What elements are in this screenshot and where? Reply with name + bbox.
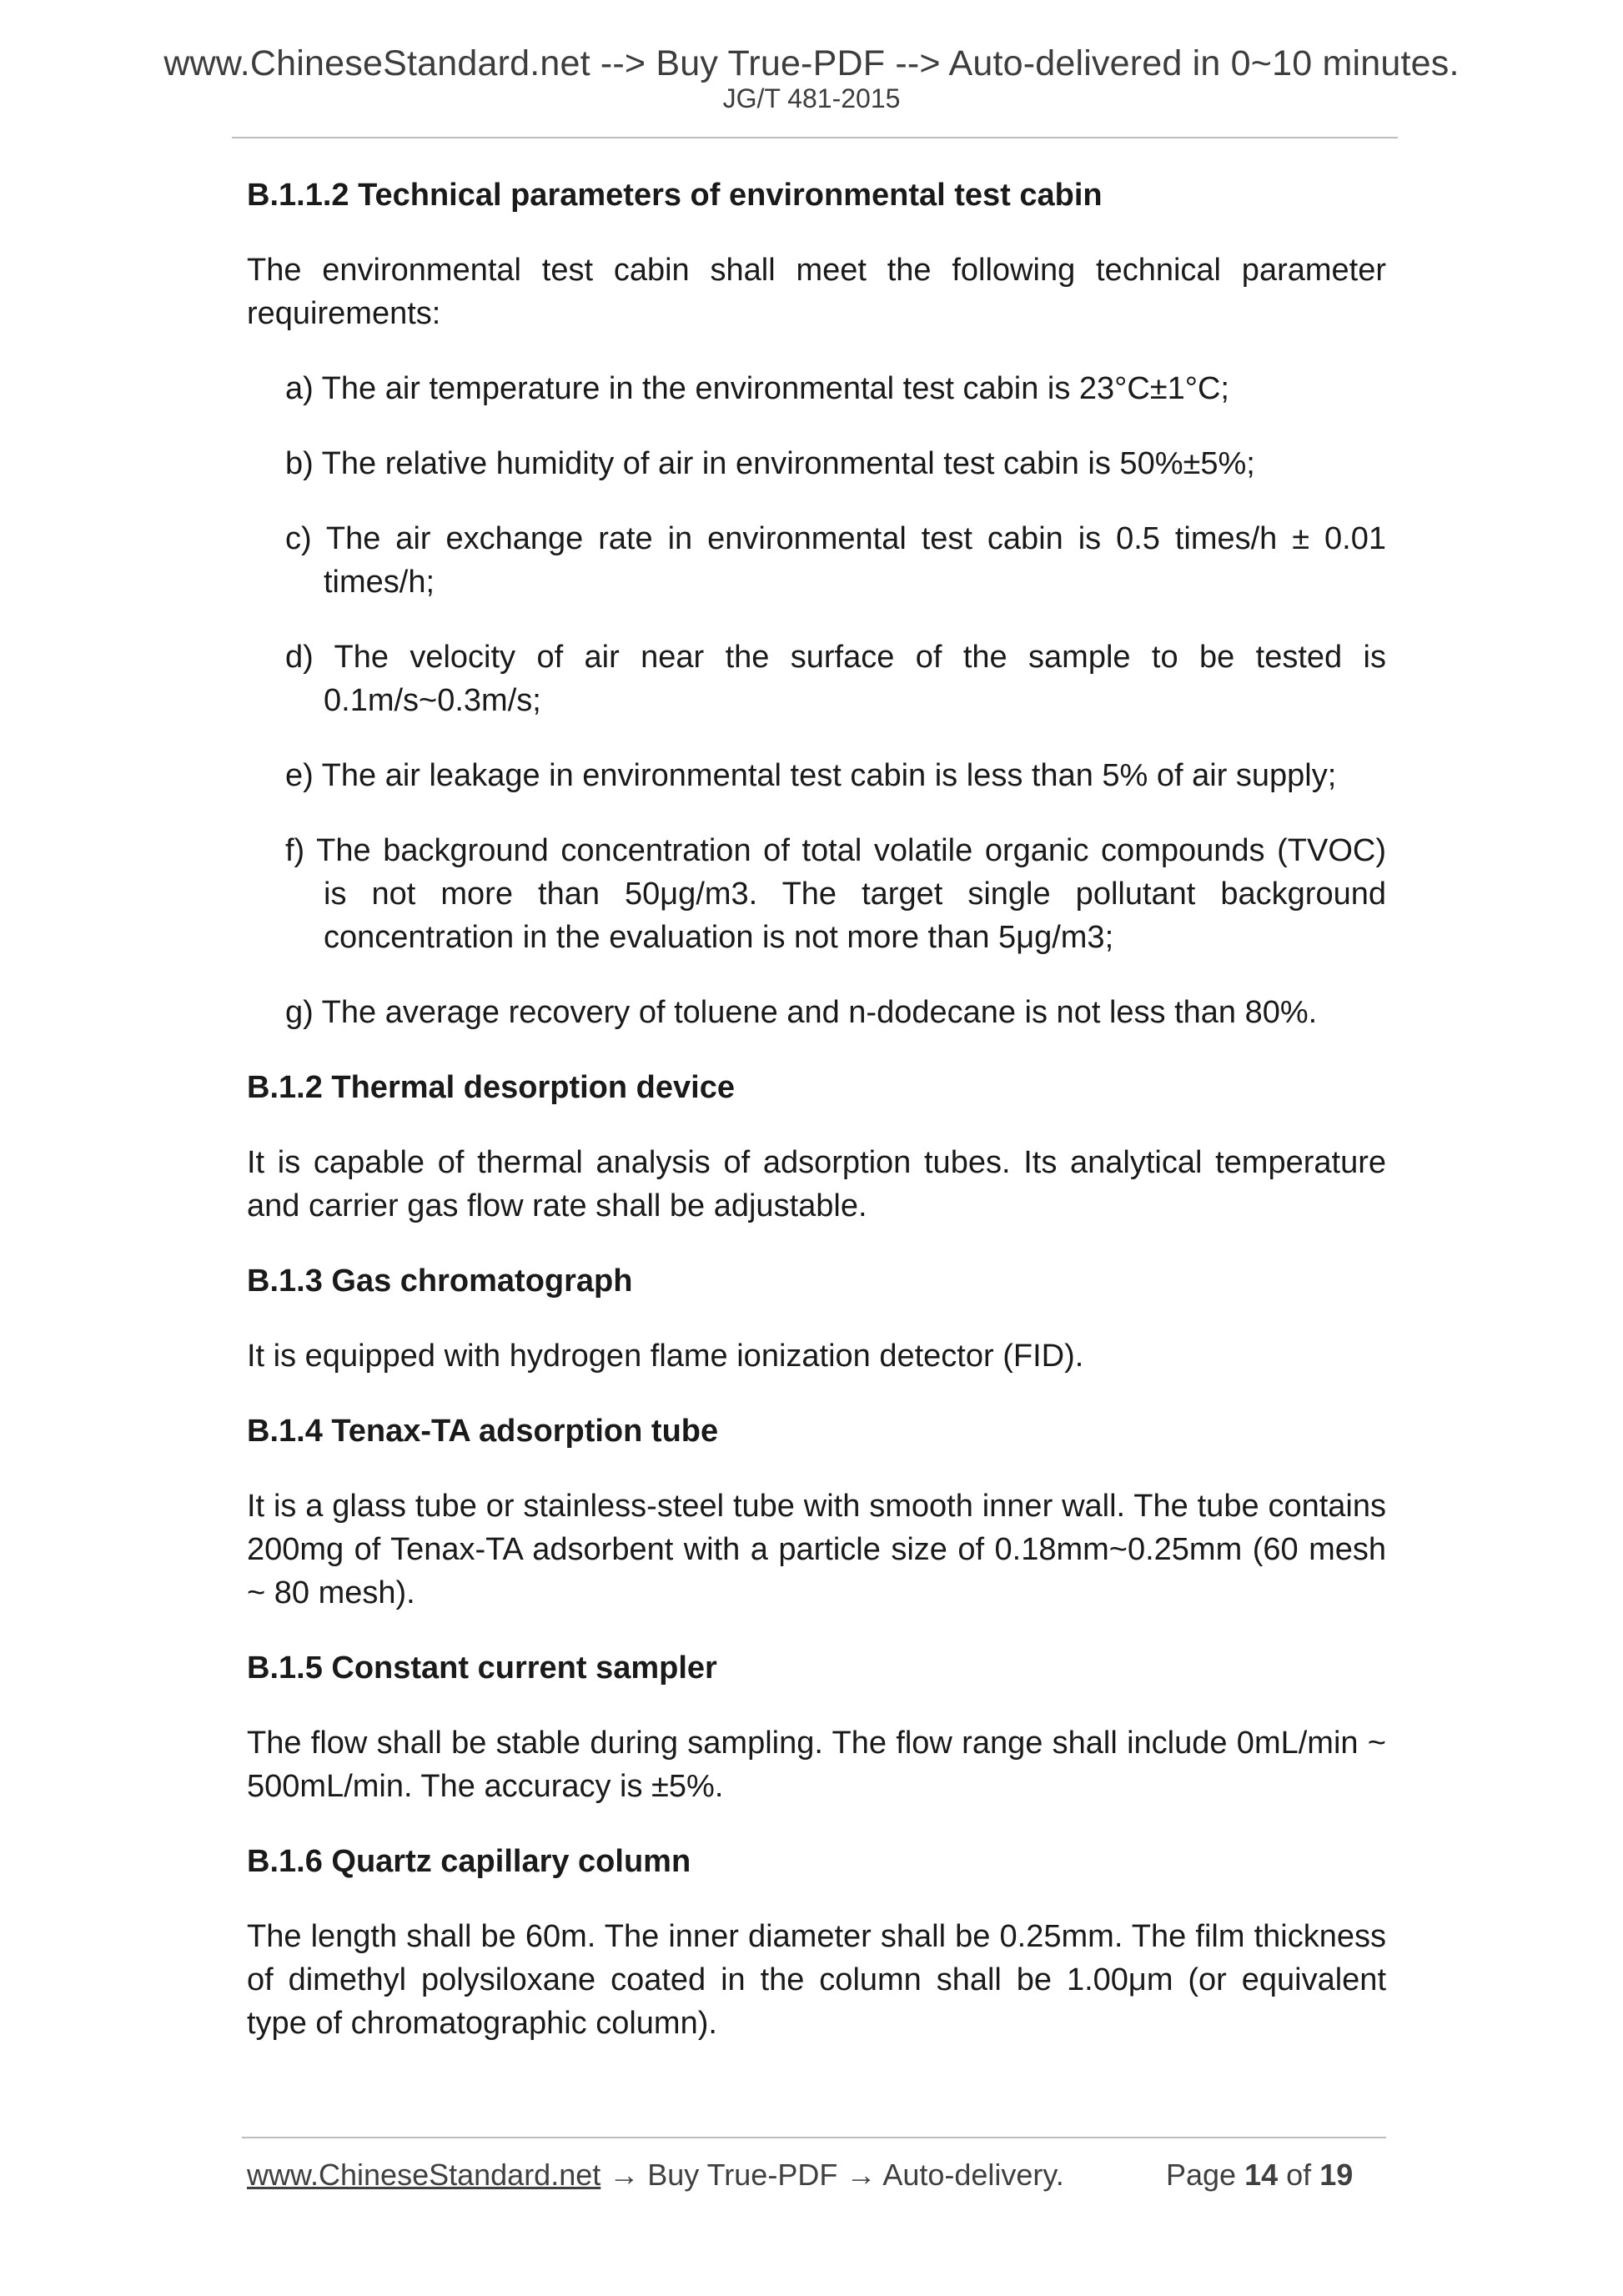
page-of-label: of bbox=[1286, 2158, 1312, 2192]
section-body-b16: The length shall be 60m. The inner diameter shall be 0.25mm. The film thickness of dimethyl polysiloxane coated in the column shall be 1.00μm (or equivalent type of chromatographic column). bbox=[247, 1919, 1386, 2041]
list-item-f: f) The background concentration of total volatile organic compounds (TVOC) is not more than 50μg/m3. The target single pollutant background concentration in the evaluation is not more than 5μg/m3; bbox=[285, 833, 1386, 955]
list-item-e: e) The air leakage in environmental test cabin is less than 5% of air supply; bbox=[285, 758, 1337, 793]
header-divider bbox=[232, 137, 1398, 138]
section-intro-b112: The environmental test cabin shall meet the following technical parameter requirements: bbox=[247, 253, 1386, 331]
section-heading-b14: B.1.4 Tenax-TA adsorption tube bbox=[247, 1414, 719, 1449]
standard-number: JG/T 481-2015 bbox=[722, 83, 901, 113]
list-item-b: b) The relative humidity of air in environmental test cabin is 50%±5%; bbox=[285, 446, 1255, 481]
section-body-b12: It is capable of thermal analysis of adsorption tubes. Its analytical temperature and carrier gas flow rate shall be adjustable. bbox=[247, 1145, 1386, 1223]
document-body bbox=[247, 173, 1386, 2077]
header-banner: www.ChineseStandard.net --> Buy True-PDF --> Auto-delivered in 0~10 minutes. bbox=[163, 43, 1460, 83]
footer-left bbox=[247, 2158, 1064, 2193]
footer-site-link[interactable]: www.ChineseStandard.net bbox=[247, 2158, 601, 2192]
page-label: Page bbox=[1166, 2158, 1237, 2192]
list-item-g: g) The average recovery of toluene and n-dodecane is not less than 80%. bbox=[285, 995, 1318, 1030]
section-heading-b15: B.1.5 Constant current sampler bbox=[247, 1650, 717, 1686]
list-item-a: a) The air temperature in the environmental test cabin is 23°C±1°C; bbox=[285, 371, 1229, 406]
footer-divider bbox=[242, 2137, 1386, 2138]
page-current: 14 bbox=[1244, 2158, 1279, 2192]
section-heading-b112: B.1.1.2 Technical parameters of environmental test cabin bbox=[247, 178, 1103, 213]
list-item-d: d) The velocity of air near the surface of the sample to be tested is 0.1m/s~0.3m/s; bbox=[285, 640, 1386, 718]
section-body-b14: It is a glass tube or stainless-steel tube with smooth inner wall. The tube contains 200mg of Tenax-TA adsorbent with a particle size of 0.18mm~0.25mm (60 mesh ~ 80 mesh). bbox=[247, 1489, 1386, 1610]
section-heading-b16: B.1.6 Quartz capillary column bbox=[247, 1844, 691, 1879]
section-body-b13: It is equipped with hydrogen flame ionization detector (FID). bbox=[247, 1339, 1084, 1374]
list-item-c: c) The air exchange rate in environmental test cabin is 0.5 times/h ± 0.01 times/h; bbox=[285, 521, 1386, 600]
section-heading-b12: B.1.2 Thermal desorption device bbox=[247, 1070, 735, 1105]
page-indicator bbox=[1166, 2158, 1353, 2193]
footer-tagline: → Buy True-PDF → Auto-delivery. bbox=[600, 2158, 1064, 2192]
page-total: 19 bbox=[1319, 2158, 1354, 2192]
section-body-b15: The flow shall be stable during sampling. The flow range shall include 0mL/min ~ 500mL/min. The accuracy is ±5%. bbox=[247, 1726, 1386, 1804]
section-heading-b13: B.1.3 Gas chromatograph bbox=[247, 1264, 633, 1299]
